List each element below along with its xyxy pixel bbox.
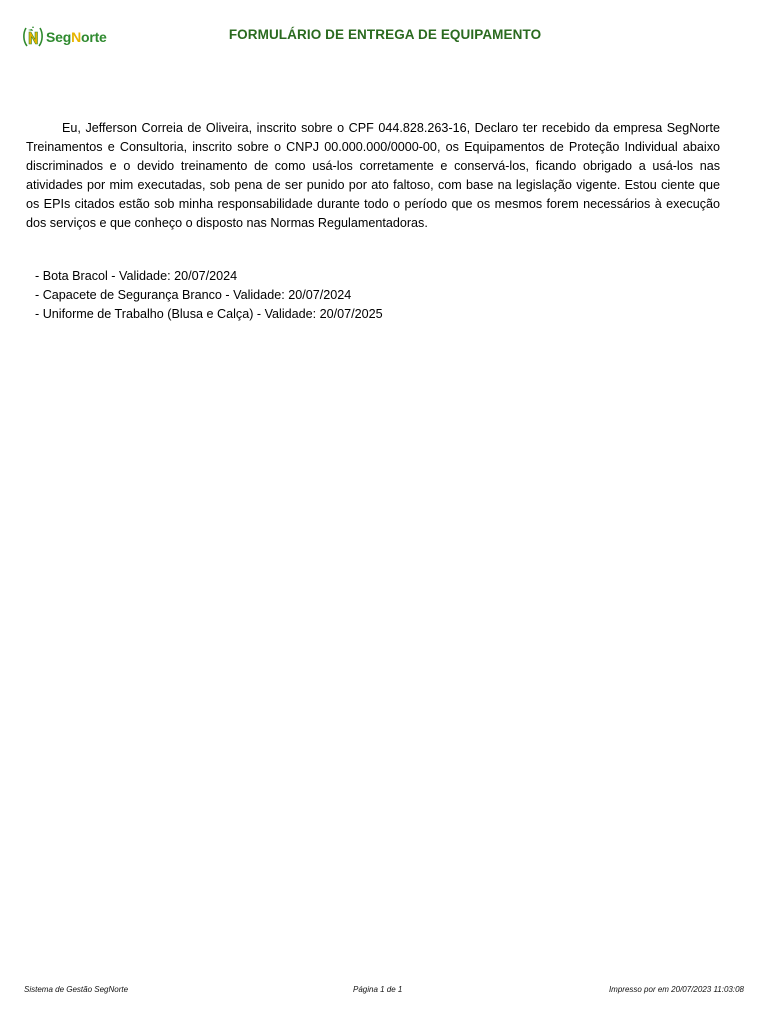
logo-wordmark: SegNorte	[46, 29, 107, 45]
list-item: - Bota Bracol - Validade: 20/07/2024	[35, 269, 238, 283]
footer-system-name: Sistema de Gestão SegNorte	[24, 985, 129, 994]
list-item: - Uniforme de Trabalho (Blusa e Calça) - Validade: 20/07/2025	[35, 307, 383, 322]
equipment-list	[35, 267, 383, 325]
declaration-paragraph: Eu, Jefferson Correia de Oliveira, inscrito sobre o CPF 044.828.263-16, Declaro ter recebido da empresa SegNorte Treinamentos e Consultoria, inscrito sobre o CNPJ 00.000.000/0000-00, os Equipamentos de Proteção Individual abaixo discriminados e o devido treinamento de como usá-los corretamente e conservá-los, ficando obrigado a usá-los nas atividades por mim executadas, sob pena de ser punido por ato faltoso, com base na legislação vigente. Estou ciente que os EPIs citados estão sob minha responsabilidade durante todo o período que os mesmos forem necessários à execução dos serviços e que conheço o disposto nas Normas Regulamentadoras.	[26, 120, 720, 231]
page-title: FORMULÁRIO DE ENTREGA DE EQUIPAMENTO	[228, 27, 542, 42]
list-item: - Capacete de Segurança Branco - Validade: 20/07/2024	[35, 288, 352, 303]
footer-print-info: Impresso por em 20/07/2023 11:03:08	[608, 985, 744, 994]
footer-page-number: Página 1 de 1	[353, 985, 403, 994]
